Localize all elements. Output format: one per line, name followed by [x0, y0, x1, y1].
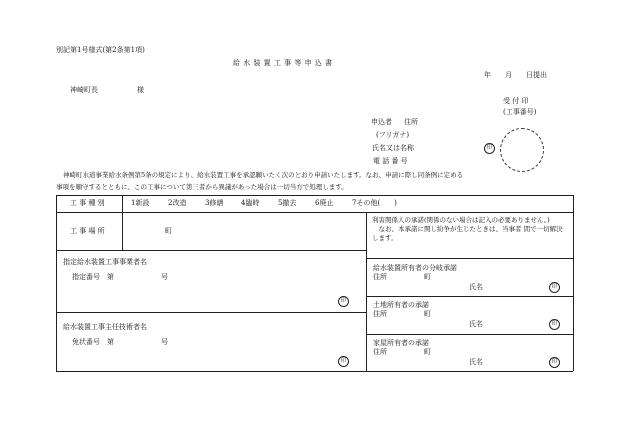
engineer-seal-icon: 印 [338, 356, 349, 367]
work-type-label: 工 事 種 別 [70, 199, 105, 207]
land-owner-name-label: 氏名 [469, 320, 483, 328]
applicant-label: 申込者 [371, 118, 392, 126]
contractor-number-suffix: 号 [161, 273, 168, 281]
land-owner-label: 土地所有者の承諾 [373, 301, 429, 309]
work-type-option: 1新設 [131, 199, 150, 207]
receipt-sub: (工事番号) [503, 108, 537, 116]
page-title: 給 水 装 置 工 事 等 申 込 書 [233, 59, 333, 67]
branch-owner-name-label: 氏名 [469, 283, 483, 291]
land-owner-seal-icon: 印 [549, 319, 560, 330]
applicant-seal-icon: 印 [484, 143, 495, 154]
location-town: 町 [165, 227, 172, 235]
work-type-option: 7その他( ) [352, 199, 397, 207]
location-label: 工 事 場 所 [70, 227, 105, 235]
branch-owner-seal-icon: 印 [549, 282, 560, 293]
branch-owner-label: 給水装置所有者の分岐承諾 [373, 264, 457, 272]
house-owner-address-label: 住所 [373, 348, 387, 356]
land-owner-town: 町 [424, 310, 431, 318]
work-type-option: 6廃止 [315, 199, 334, 207]
house-owner-town: 町 [424, 348, 431, 356]
engineer-number-suffix: 号 [161, 338, 168, 346]
branch-owner-address-label: 住所 [373, 273, 387, 281]
work-type-option: 4臨時 [241, 199, 260, 207]
date-line: 年 月 日提出 [484, 71, 547, 79]
honorific: 様 [137, 86, 144, 94]
applicant-address-label: 住所 [404, 118, 418, 126]
applicant-phone-label: 電 話 番 号 [373, 157, 408, 165]
form-number: 別記第1号様式(第2条第1項) [56, 46, 145, 54]
engineer-label: 給水装置工事主任技術者名 [63, 323, 147, 331]
work-type-option: 2改造 [168, 199, 187, 207]
statement-line-2: 事項を順守するとともに、この工事について第三者から異議があった場合は一切当方で処理します。 [56, 183, 348, 191]
house-owner-name-label: 氏名 [469, 358, 483, 366]
receipt-stamp-circle [500, 128, 544, 172]
statement-line-1: 神崎町水道事業給水条例第5条の規定により、給水装置工事を承認願いたく次のとおり申請いたします。なお、申請に際し同条例に定める [63, 171, 464, 179]
applicant-name-label: 氏名又は名称 [372, 144, 414, 152]
branch-owner-town: 町 [424, 273, 431, 281]
work-type-option: 3修繕 [205, 199, 224, 207]
engineer-number-label: 免状番号 第 [72, 338, 114, 346]
stakeholder-consent-text: 利害関係人の承諾(関係のない場合は記入の必要ありません。) なお、本承諾に関し紛争が生じたときは、当事者 間で一切解決します。 [372, 216, 563, 242]
house-owner-label: 家屋所有者の承諾 [373, 339, 429, 347]
furigana-label: (フリガナ) [376, 131, 410, 139]
receipt-label: 受 付 印 [503, 97, 529, 105]
addressee: 神崎町長 [70, 86, 98, 94]
contractor-number-label: 指定番号 第 [72, 273, 114, 281]
contractor-seal-icon: 印 [338, 296, 349, 307]
work-type-option: 5撤去 [278, 199, 297, 207]
land-owner-address-label: 住所 [373, 310, 387, 318]
contractor-label: 指定給水装置工事事業者名 [63, 258, 147, 266]
house-owner-seal-icon: 印 [549, 357, 560, 368]
